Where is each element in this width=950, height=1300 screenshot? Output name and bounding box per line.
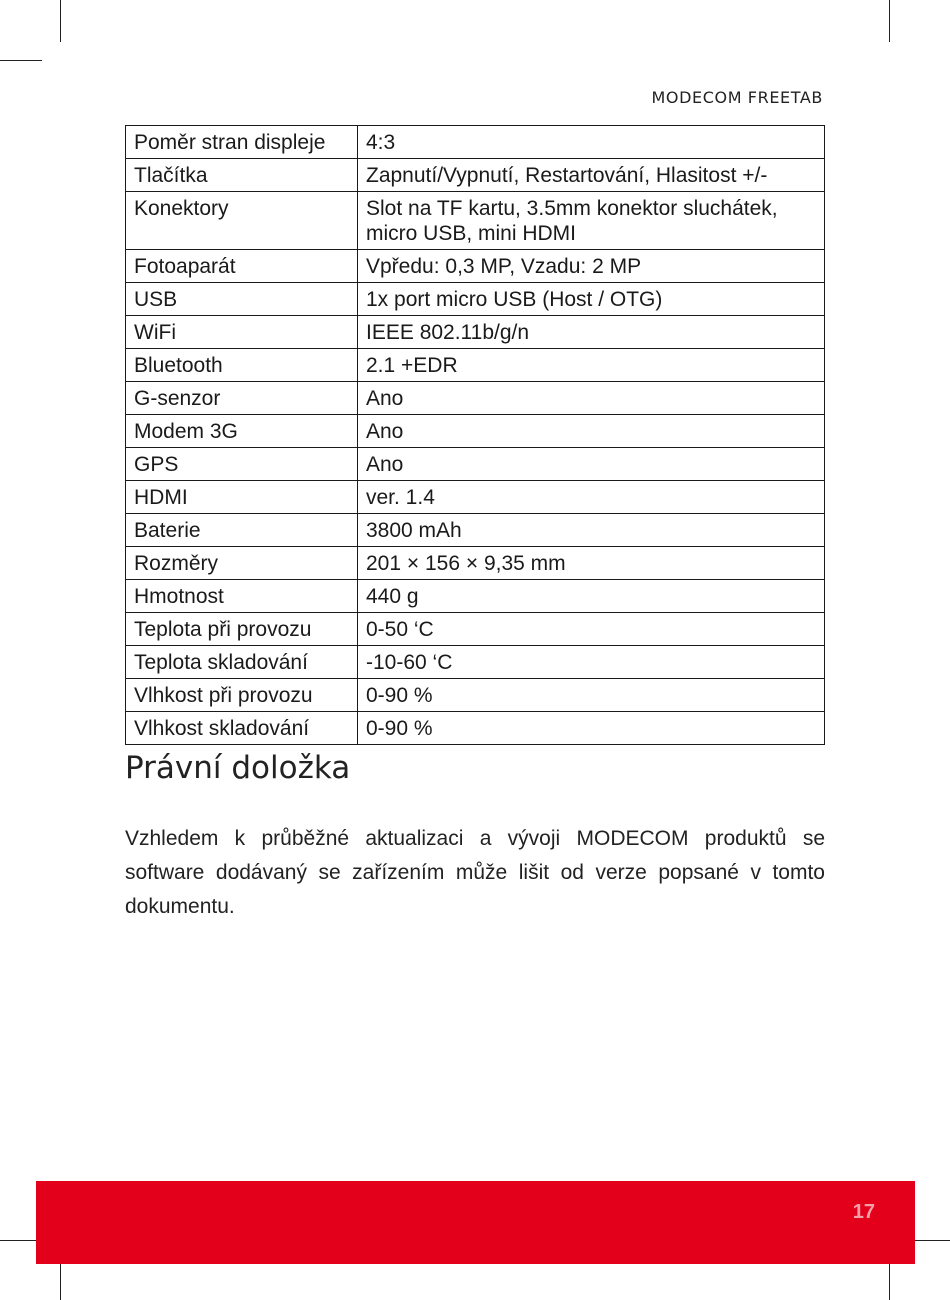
- spec-key: Poměr stran displeje: [126, 126, 358, 159]
- spec-value: 201 × 156 × 9,35 mm: [358, 547, 825, 580]
- spec-key: Bluetooth: [126, 349, 358, 382]
- table-row: [126, 250, 825, 283]
- spec-key: Teplota skladování: [126, 646, 358, 679]
- table-row: [126, 514, 825, 547]
- table-row: [126, 613, 825, 646]
- spec-key: Rozměry: [126, 547, 358, 580]
- crop-mark: [60, 1258, 61, 1300]
- brand-header: MODECOM FREETAB: [651, 88, 823, 107]
- spec-value: ver. 1.4: [358, 481, 825, 514]
- spec-key: Vlhkost skladování: [126, 712, 358, 745]
- page-number: 17: [852, 1201, 875, 1223]
- table-row: [126, 679, 825, 712]
- spec-value: Ano: [358, 448, 825, 481]
- legal-text: Vzhledem k průběžné aktualizaci a vývoji MODECOM produktů se software dodávaný se zařízením může lišit od verze popsané v tomto dokumentu.: [125, 827, 825, 918]
- spec-key: Tlačítka: [126, 159, 358, 192]
- spec-key: Vlhkost při provozu: [126, 679, 358, 712]
- crop-mark: [889, 0, 890, 42]
- crop-mark: [60, 0, 61, 42]
- spec-value: Zapnutí/Vypnutí, Restartování, Hlasitost +/-: [358, 159, 825, 192]
- spec-key: Modem 3G: [126, 415, 358, 448]
- crop-mark: [0, 60, 42, 61]
- spec-key: WiFi: [126, 316, 358, 349]
- table-row: [126, 382, 825, 415]
- table-row: [126, 547, 825, 580]
- spec-value: Slot na TF kartu, 3.5mm konektor sluchátek, micro USB, mini HDMI: [358, 192, 825, 250]
- spec-value: -10-60 ‘C: [358, 646, 825, 679]
- spec-key: USB: [126, 283, 358, 316]
- table-row: [126, 126, 825, 159]
- spec-key: Baterie: [126, 514, 358, 547]
- spec-value: Vpředu: 0,3 MP, Vzadu: 2 MP: [358, 250, 825, 283]
- footer-bar: [36, 1181, 915, 1264]
- table-row: [126, 580, 825, 613]
- table-row: [126, 712, 825, 745]
- table-row: [126, 415, 825, 448]
- spec-key: HDMI: [126, 481, 358, 514]
- spec-value: 1x port micro USB (Host / OTG): [358, 283, 825, 316]
- spec-value: IEEE 802.11b/g/n: [358, 316, 825, 349]
- spec-value: Ano: [358, 382, 825, 415]
- table-row: [126, 192, 825, 250]
- spec-value: 0-50 ‘C: [358, 613, 825, 646]
- spec-value: 2.1 +EDR: [358, 349, 825, 382]
- table-row: [126, 283, 825, 316]
- table-row: [126, 448, 825, 481]
- spec-value: 0-90 %: [358, 712, 825, 745]
- spec-value: 440 g: [358, 580, 825, 613]
- crop-mark: [889, 1258, 890, 1300]
- spec-key: G-senzor: [126, 382, 358, 415]
- table-row: [126, 316, 825, 349]
- spec-key: Fotoaparát: [126, 250, 358, 283]
- spec-value: 0-90 %: [358, 679, 825, 712]
- table-row: [126, 349, 825, 382]
- legal-title: Právní doložka: [125, 750, 351, 786]
- table-row: [126, 159, 825, 192]
- table-row: [126, 646, 825, 679]
- spec-value: 3800 mAh: [358, 514, 825, 547]
- spec-key: Hmotnost: [126, 580, 358, 613]
- spec-table: [125, 125, 825, 745]
- spec-key: Konektory: [126, 192, 358, 250]
- spec-value: Ano: [358, 415, 825, 448]
- spec-value: 4:3: [358, 126, 825, 159]
- table-row: [126, 481, 825, 514]
- spec-key: GPS: [126, 448, 358, 481]
- spec-key: Teplota při provozu: [126, 613, 358, 646]
